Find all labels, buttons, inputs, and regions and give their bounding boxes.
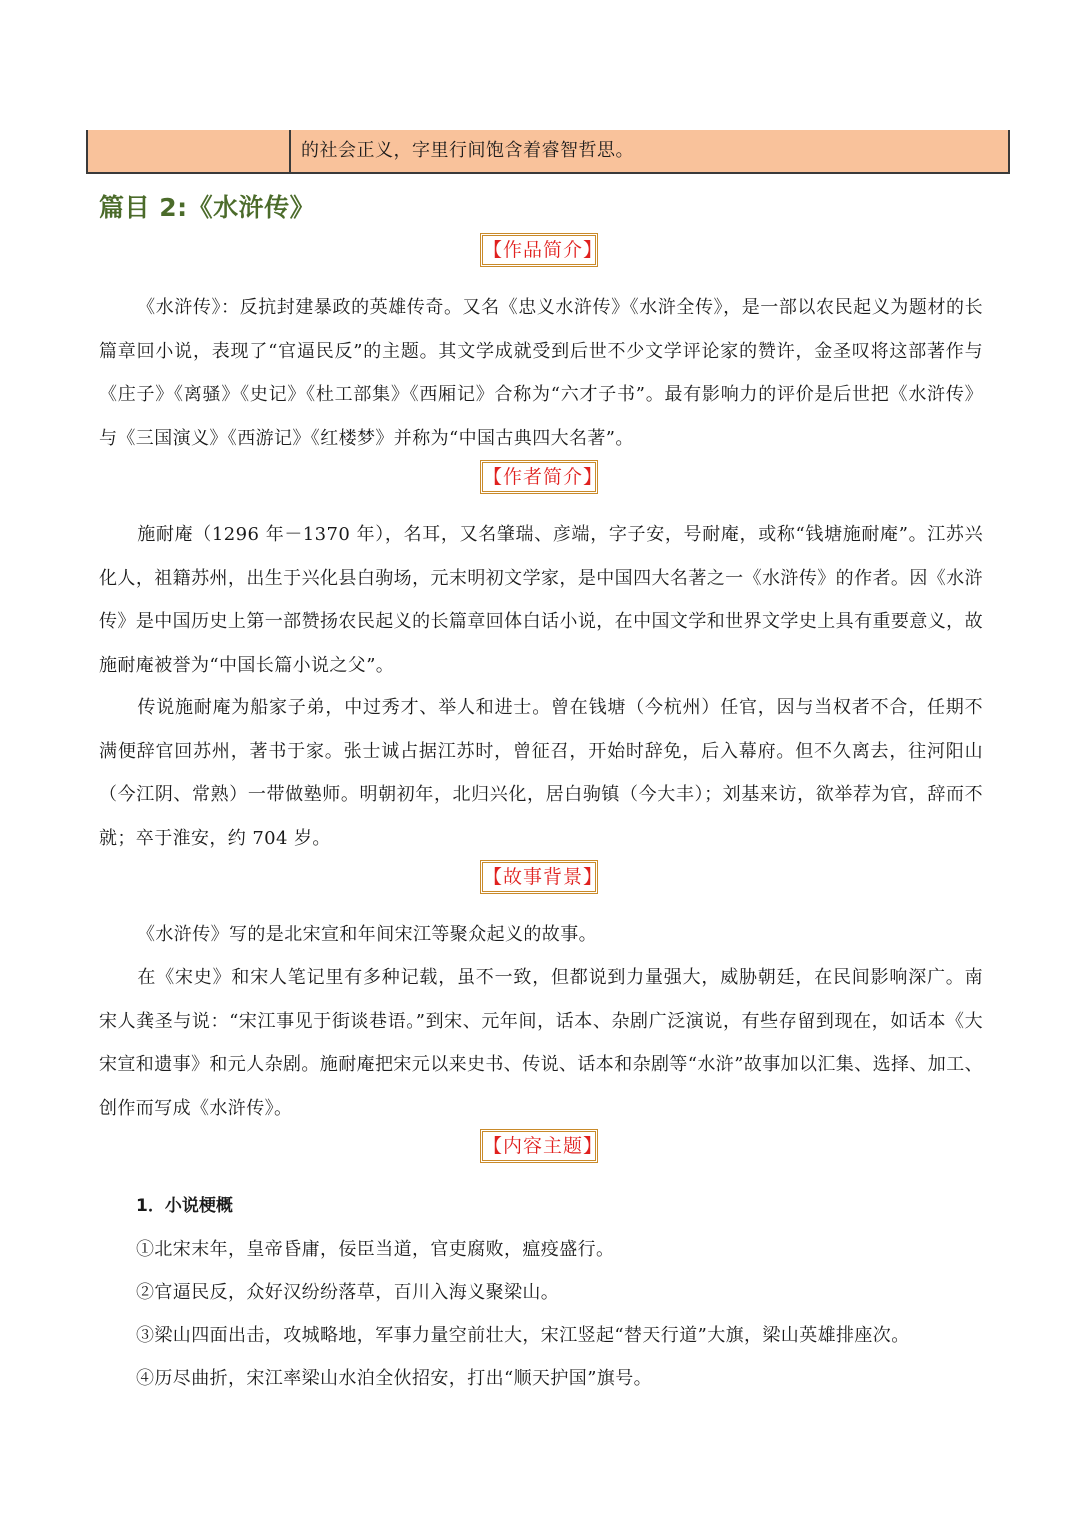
- list-item: ④历尽曲折，宋江率梁山水泊全伙招安，打出“顺天护国”旗号。: [136, 1368, 653, 1389]
- label-content-theme: 【内容主题】: [480, 1129, 598, 1163]
- work-intro-text: 《水浒传》：反抗封建暴政的英雄传奇。又名《忠义水浒传》《水浒全传》，是一部以农民起义为题材的长篇章回小说，表现了“官逼民反”的主题。其文学成就受到后世不少文学评论家的赞许，金圣叹将这部著作与《庄子》《离骚》《史记》《杜工部集》《西厢记》合称为“六才子书”。最有影响力的评价是后世把《水浒传》与《三国演义》《西游记》《红楼梦》并称为“中国古典四大名著”。: [99, 297, 983, 449]
- table-cell-left: [88, 130, 291, 172]
- section-title: 篇目 2:《水浒传》: [99, 193, 316, 222]
- story-background-paragraph-2: [99, 956, 983, 1130]
- work-intro-paragraph: [99, 286, 983, 460]
- author-intro-paragraph-2: [99, 686, 983, 860]
- author-intro-text-2: 传说施耐庵为船家子弟，中过秀才、举人和进士。曾在钱塘（今杭州）任官，因与当权者不合，任期不满便辞官回苏州，著书于家。张士诚占据江苏时，曾征召，开始时辞免，后入幕府。但不久离去，往河阳山（今江阴、常熟）一带做塾师。明朝初年，北归兴化，居白驹镇（今大丰）；刘基来访，欲举荐为官，辞而不就；卒于淮安，约 704 岁。: [99, 697, 983, 849]
- label-work-intro: 【作品简介】: [480, 233, 598, 267]
- story-background-paragraph-1: [99, 913, 983, 957]
- list-item: ①北宋末年，皇帝昏庸，佞臣当道，官吏腐败，瘟疫盛行。: [136, 1239, 615, 1260]
- author-intro-text-1: 施耐庵（1296 年－1370 年），名耳，又名肇瑞、彦端，字子安，号耐庵，或称“钱塘施耐庵”。江苏兴化人，祖籍苏州，出生于兴化县白驹场，元末明初文学家，是中国四大名著之一《水浒传》的作者。因《水浒传》是中国历史上第一部赞扬农民起义的长篇章回体白话小说，在中国文学和世界文学史上具有重要意义，故施耐庵被誉为“中国长篇小说之父”。: [99, 524, 983, 676]
- label-story-background: 【故事背景】: [480, 860, 598, 894]
- list-item: ②官逼民反，众好汉纷纷落草，百川入海义聚梁山。: [136, 1282, 560, 1303]
- table-fragment: [86, 130, 1010, 174]
- label-author-intro: 【作者简介】: [480, 460, 598, 494]
- list-item: ③梁山四面出击，攻城略地，军事力量空前壮大，宋江竖起“替天行道”大旗，梁山英雄排座次。: [136, 1325, 910, 1346]
- author-intro-paragraph-1: [99, 513, 983, 687]
- story-background-text-2: 在《宋史》和宋人笔记里有多种记载，虽不一致，但都说到力量强大，威胁朝廷，在民间影响深广。南宋人龚圣与说：“宋江事见于街谈巷语。”到宋、元年间，话本、杂剧广泛演说，有些存留到现在，如话本《大宋宣和遗事》和元人杂剧。施耐庵把宋元以来史书、传说、话本和杂剧等“水浒”故事加以汇集、选择、加工、创作而写成《水浒传》。: [99, 967, 983, 1119]
- synopsis-subheading: 1．小说梗概: [136, 1196, 233, 1216]
- table-cell-right: 的社会正义，字里行间饱含着睿智哲思。: [291, 130, 1008, 172]
- story-background-text-1: 《水浒传》写的是北宋宣和年间宋江等聚众起义的故事。: [137, 924, 597, 945]
